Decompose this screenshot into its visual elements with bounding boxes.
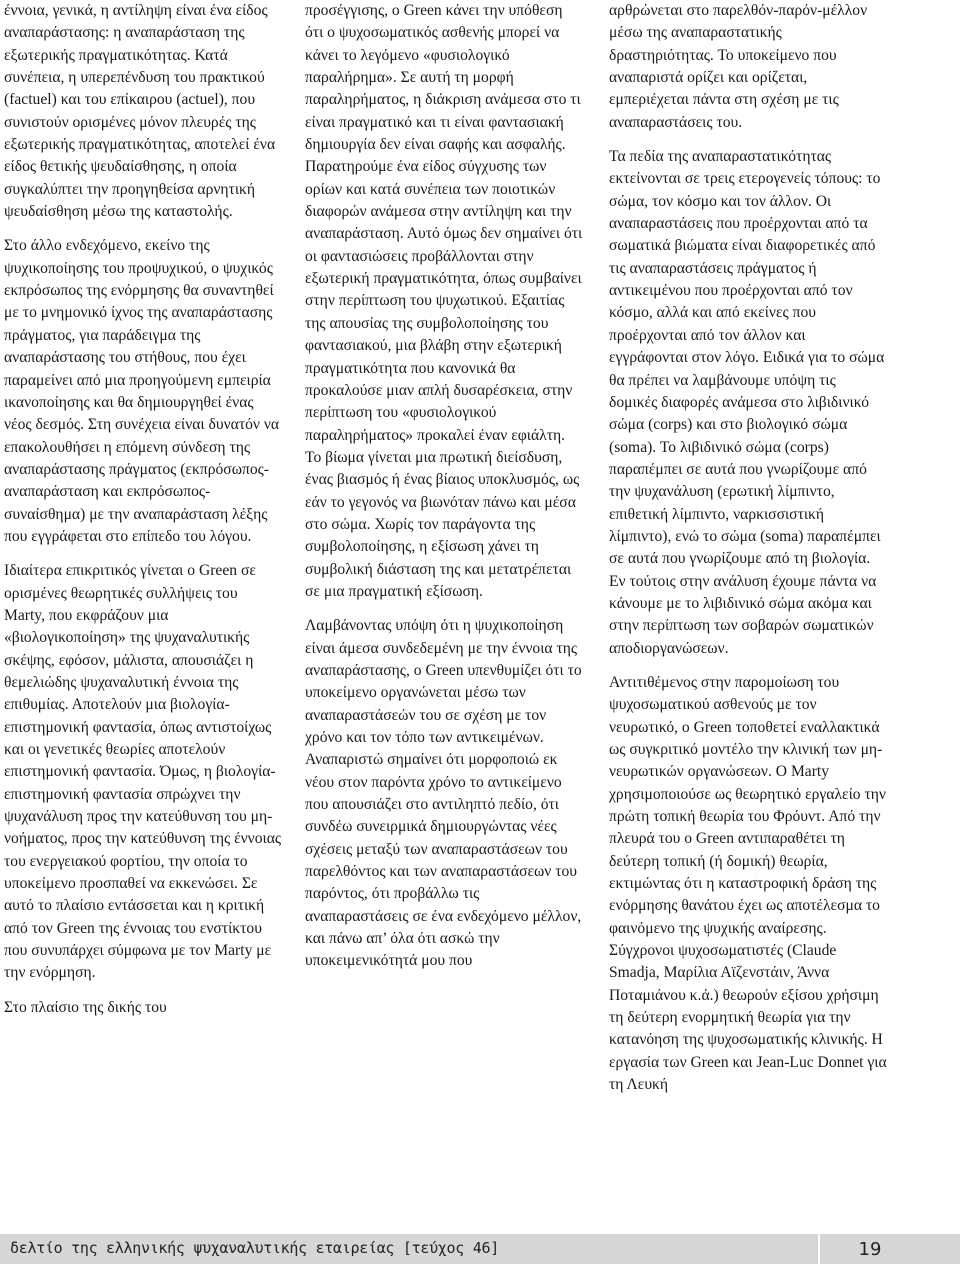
paragraph: Στο πλαίσιο της δικής του [4, 998, 167, 1016]
paragraph: Αντιτιθέμενος στην παρομοίωση του ψυχοσωματικού ασθενούς με τον νευρωτικό, ο Green τοποθετεί εναλλακτικά ως συγκριτικό μοντέλο την κλινική των μη-νευρωτικών οργανώσεων. Ο Marty χρησιμοποιούσε ως θεωρητικό εργαλείο την πρώτη τοπική θεωρία του Φρόυντ. Από την πλευρά του ο Green αντιπαραθέτει τη δεύτερη τοπική (ή δομική) θεωρία, εκτιμώντας ότι η καταστροφική δράση της ενόρμησης θανάτου έχει ως αποτέλεσμα το φαινόμενο της ψυχικής αναίρεσης. Σύγχρονοι ψυχοσωματιστές (Claude Smadja, Μαρίλια Αϊζενστάιν, Άννα Ποταμιάνου κ.ά.) θεωρούν εξίσου χρήσιμη τη δεύτερη ενορμητική θεωρία για την κατανόηση της ψυχοσωματικής κλινικής. Η εργασία των Green και Jean-Luc Donnet για τη Λευκή [609, 673, 887, 1094]
paragraph: Τα πεδία της αναπαραστατικότητας εκτείνονται σε τρεις ετερογενείς τόπους: το σώμα, τον κόσμο και τον άλλον. Οι αναπαραστάσεις που προέρχονται από τα σωματικά βιώματα είναι διαφορετικές από τις αναπαραστάσεις πράγματος ή αντικειμένου που προέρχονται από τον κόσμο, αλλά και από εκείνες που προέρχονται από τον άλλον και εγγράφονται στον λόγο. Ειδικά για το σώμα θα πρέπει να λαμβάνουμε υπόψη τις δομικές διαφορές ανάμεσα στο λιβιδινικό σώμα (corps) και στο βιολογικό σώμα (soma). Το λιβιδινικό σώμα (corps) παραπέμπει σε αυτά που γνωρίζουμε από την ψυχανάλυση (ερωτική λίμπιντο, επιθετική λίμπιντο, ναρκισσιστική λίμπιντο), ενώ το σώμα (soma) παραπέμπει σε αυτά που γνωρίζουμε από τη βιολογία. Εν τούτοις στην ανάλυση έχουμε πάντα να κάνουμε με το λιβιδινικό σώμα ακόμα και στην περίπτωση των σοβαρών σωματικών αποδιοργανώσεων. [609, 148, 885, 657]
paragraph: προσέγγισης, ο Green κάνει την υπόθεση ότι ο ψυχοσωματικός ασθενής μπορεί να κάνει το λεγόμενο «φυσιολογικό παραλήρημα». Σε αυτή τη μορφή παραληρήματος, η διάκριση ανάμεσα στο τι είναι πραγματικό και τι είναι φαντασιακή δημιουργία δεν είναι σαφής και ασφαλής. Παρατηρούμε ένα είδος σύγχυσης των ορίων και κατά συνέπεια των ποιοτικών διαφορών ανάμεσα στην αντίληψη και την αναπαράσταση. Αυτό όμως δεν σημαίνει ότι οι φαντασιώσεις προβάλλονται στην εξωτερική πραγματικότητα, όπως συμβαίνει στην περίπτωση του ψυχωτικού. Εξαιτίας της απουσίας της συμβολοποίησης του φαντασιακού, μια βλάβη στην εξωτερική πραγματικότητα που κανονικά θα προκαλούσε μιαν απλή δυσαρέσκεια, στην περίπτωση του «φυσιολογικού παραληρήματος» προκαλεί έναν εφιάλτη. Το βίωμα γίνεται μια πρωτική διείσδυση, ένας βιασμός ή ένας βίαιος υποκλυσμός, ως εάν το γεγονός να βιωνόταν πάνω και μέσα στο σώμα. Χωρίς τον παράγοντα της συμβολοποίησης, η εξίσωση χάνει τη συμβολική διάσταση της και μετατρέπεται σε μια πραγματική εξίσωση. [305, 2, 583, 600]
journal-title: δελτίο της ελληνικής ψυχαναλυτικής εταιρείας [τεύχος 46] [10, 1239, 499, 1257]
paragraph: αρθρώνεται στο παρελθόν-παρόν-μέλλον μέσω της αναπαραστατικής δραστηριότητας. Το υποκείμενο που αναπαριστά ορίζει και ορίζεται, εμπεριέχεται πάντα στη σχέση με τις αναπαραστάσεις του. [609, 2, 868, 131]
page-footer [0, 1234, 960, 1264]
text-column-3 [609, 0, 887, 1109]
page-number: 19 [858, 1238, 882, 1260]
paragraph: Στο άλλο ενδεχόμενο, εκείνο της ψυχικοποίησης του προψυχικού, ο ψυχικός εκπρόσωπος της ενόρμησης θα συναντηθεί με το μνημονικό ίχνος της αναπαράστασης πράγματος, για παράδειγμα της αναπαράστασης του στήθους, που έχει παραμείνει από μια προηγούμενη εμπειρία ικανοποίησης και θα δημιουργηθεί ένας νέος δεσμός. Στη συνέχεια είναι δυνατόν να επακολουθήσει η επόμενη σύνδεση της αναπαράστασης πράγματος (εκπρόσωπος-αναπαράσταση και εκπρόσωπος-συναίσθημα) με την αναπαράσταση λέξης που εγγράφεται στο επίπεδο του λόγου. [4, 237, 280, 545]
text-column-1 [4, 0, 282, 1031]
paragraph: Λαμβάνοντας υπόψη ότι η ψυχικοποίηση είναι άμεσα συνδεδεμένη με την έννοια της αναπαράστασης, ο Green υπενθυμίζει ότι το υποκείμενο οργανώνεται μέσω των αναπαραστάσεών του σε σχέση με τον χρόνο και τον τόπο των αντικειμένων. Αναπαριστώ σημαίνει ότι μορφοποιώ εκ νέου στον παρόντα χρόνο το αντικείμενο που απουσιάζει στο αντιληπτό πεδίο, ότι συνδέω συνειρμικά δημιουργώντας νέες σχέσεις μεταξύ των αναπαραστάσεων του παρελθόντος και των αναπαραστάσεων του παρόντος, ότι προβάλλω τις αναπαραστάσεις σε ένα ενδεχόμενο μέλλον, και πάνω απ’ όλα ότι ασκώ την υποκειμενικότητά μου που [305, 617, 582, 970]
paragraph: έννοια, γενικά, η αντίληψη είναι ένα είδος αναπαράστασης: η αναπαράσταση της εξωτερικής πραγματικότητας. Κατά συνέπεια, η υπερεπένδυση του πρακτικού (factuel) και του επίκαιρου (actuel), που συνιστούν ορισμένες μόνον πλευρές της εξωτερικής πραγματικότητας, αποτελεί ένα είδος θετικής ψευδαίσθησης, η οποία συγκαλύπτει την προηγηθείσα αρνητική ψευδαίσθηση μέσω της καταστολής. [4, 2, 276, 221]
text-column-2 [305, 0, 583, 985]
paragraph: Ιδιαίτερα επικριτικός γίνεται ο Green σε ορισμένες θεωρητικές συλλήψεις του Marty, που εκφράζουν μια «βιολογικοποίηση» της ψυχαναλυτικής σκέψης, εφόσον, μάλιστα, απουσιάζει η θεμελιώδης ψυχαναλυτική έννοια της επιθυμίας. Αποτελούν μια βιολογία-επιστημονική φαντασία, όπως αντιστοίχως και οι γενετικές θεωρίες αποτελούν επιστημονική φαντασία. Όμως, η βιολογία-επιστημονική φαντασία σπρώχνει την ψυχανάλυση προς την κατεύθυνση του μη-νοήματος, προς την κατεύθυνση της έννοιας του ενεργειακού φορτίου, την οποία το υποκείμενο προσπαθεί να εκκενώσει. Σε αυτό το πλαίσιο εντάσσεται και η κριτική από τον Green της έννοιας του ενστίκτου που συνυπάρχει σύμφωνα με τον Marty με την ενόρμηση. [4, 562, 282, 982]
